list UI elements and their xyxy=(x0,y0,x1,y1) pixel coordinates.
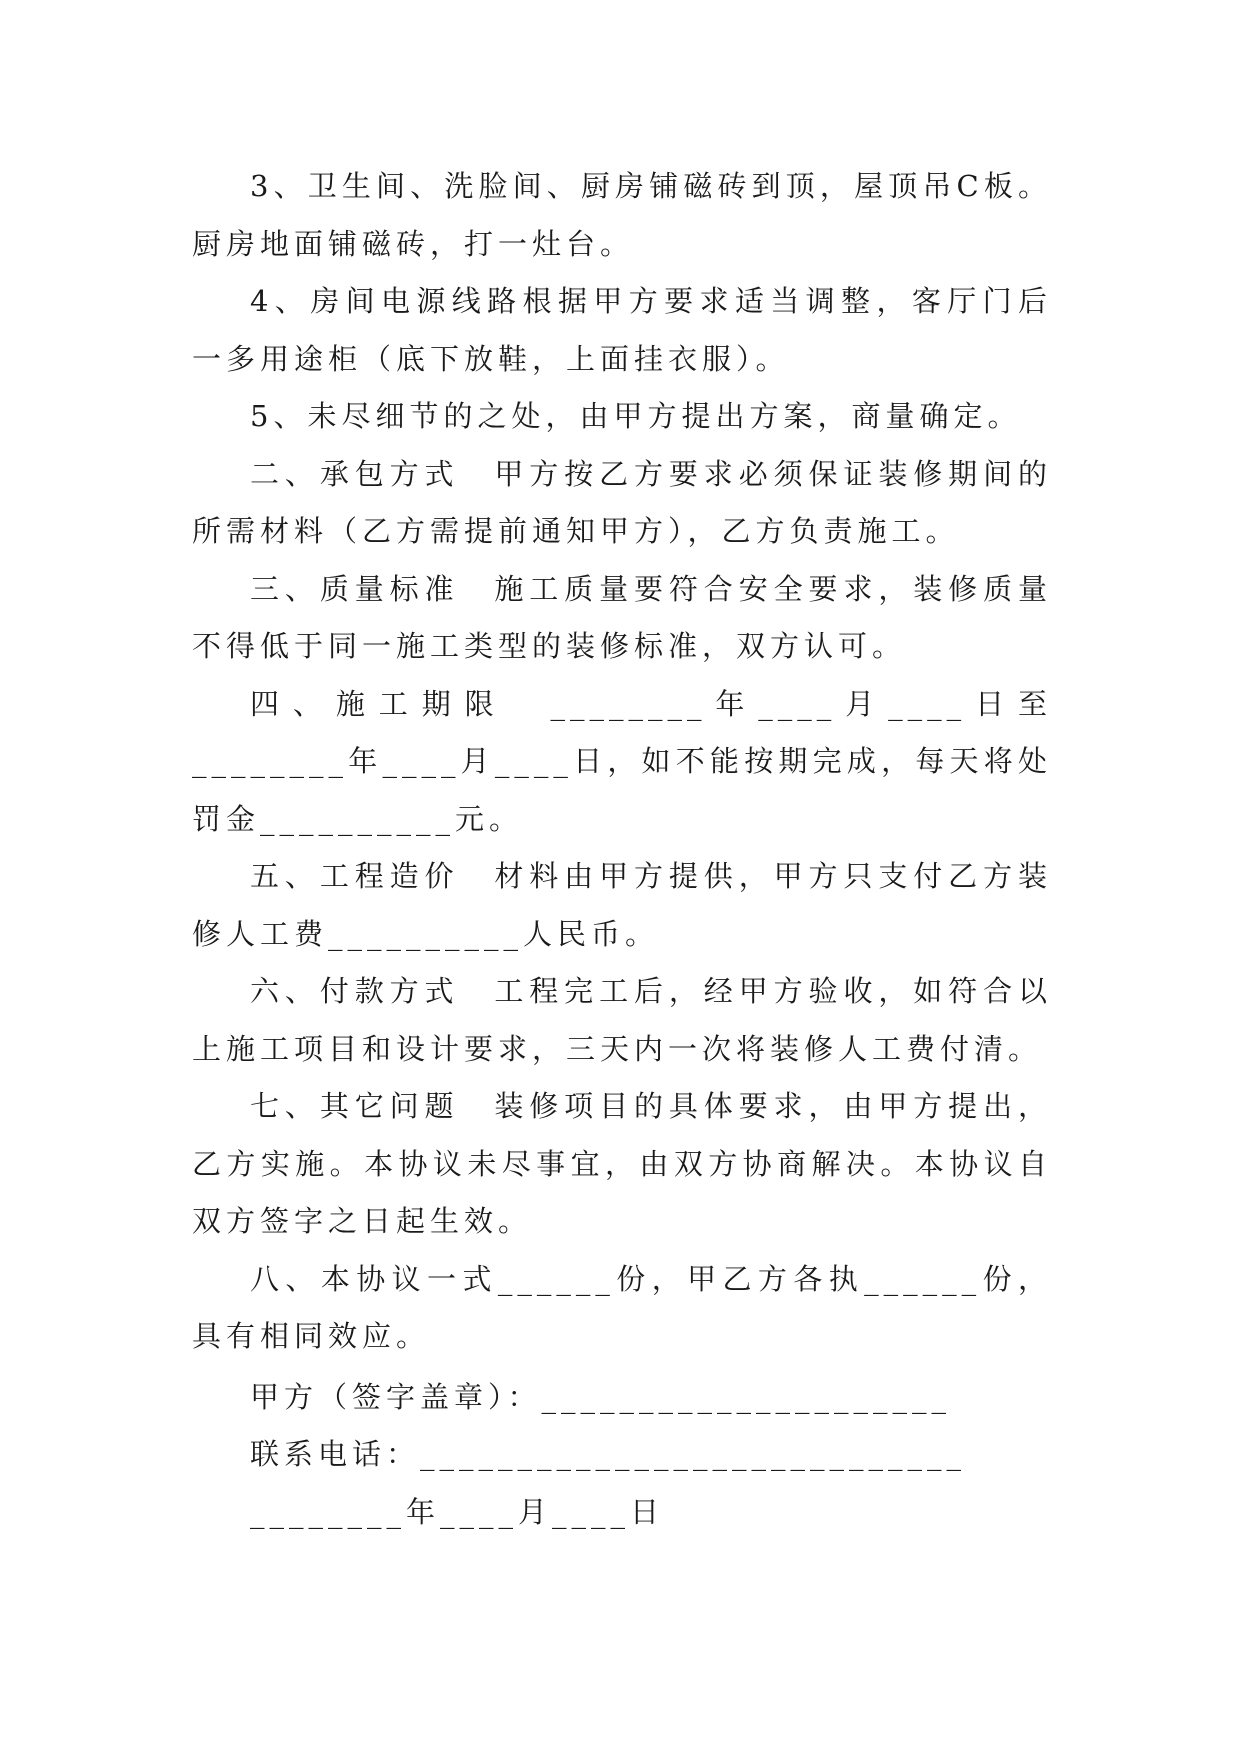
section-other-issues: 七、其它问题 装修项目的具体要求，由甲方提出，乙方实施。本协议未尽事宜，由双方协商解决。本协议自双方签字之日起生效。 xyxy=(192,1089,1052,1238)
party-a-signature-line: 甲方（签字盖章）：_____________________ xyxy=(250,1379,952,1414)
clause-item-4: 4、房间电源线路根据甲方要求适当调整，客厅门后一多用途柜（底下放鞋，上面挂衣服）。 xyxy=(192,284,1052,376)
clause-item-5: 5、未尽细节的之处，由甲方提出方案，商量确定。 xyxy=(250,399,1022,433)
clause-item-3: 3、卫生间、洗脸间、厨房铺磁砖到顶，屋顶吊C板。厨房地面铺磁砖，打一灶台。 xyxy=(192,169,1052,261)
section-contract-method: 二、承包方式 甲方按乙方要求必须保证装修期间的所需材料（乙方需提前通知甲方），乙方负责施工。 xyxy=(192,456,1052,548)
section-copies: 八、本协议一式______份，甲乙方各执______份，具有相同效应。 xyxy=(192,1261,1052,1353)
document-body xyxy=(192,158,1052,1541)
section-payment-method: 六、付款方式 工程完工后，经甲方验收，如符合以上施工项目和设计要求，三天内一次将装修人工费付清。 xyxy=(192,974,1052,1066)
contact-phone-line: 联系电话：____________________________ xyxy=(250,1437,967,1471)
signature-date-line: ________年____月____日 xyxy=(250,1494,665,1529)
section-quality-standard: 三、质量标准 施工质量要符合安全要求，装修质量不得低于同一施工类型的装修标准，双方认可。 xyxy=(192,571,1052,663)
section-construction-period: 四、施工期限 ________年____月____日至________年____月____日，如不能按期完成，每天将处罚金__________元。 xyxy=(192,686,1052,836)
section-project-cost: 五、工程造价 材料由甲方提供，甲方只支付乙方装修人工费__________人民币。 xyxy=(192,859,1052,951)
